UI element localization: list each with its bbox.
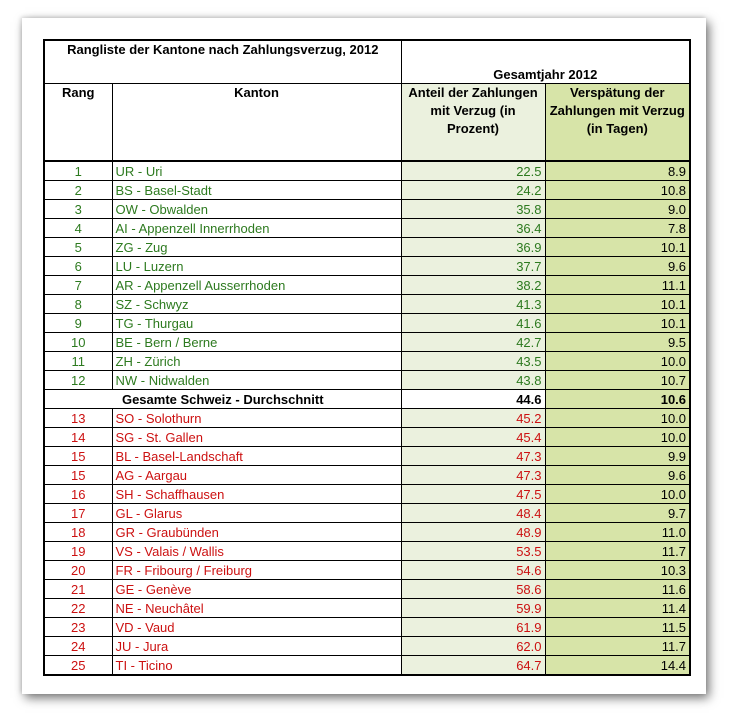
rank-cell: 19 <box>44 542 112 561</box>
canton-cell: AR - Appenzell Ausserrhoden <box>112 276 401 295</box>
rank-cell: 20 <box>44 561 112 580</box>
table-row <box>44 504 690 523</box>
canton-cell: TI - Ticino <box>112 656 401 676</box>
delay-cell: 11.7 <box>545 637 690 656</box>
canton-cell: SG - St. Gallen <box>112 428 401 447</box>
rank-cell: 13 <box>44 409 112 428</box>
share-cell: 35.8 <box>401 200 545 219</box>
delay-cell: 11.7 <box>545 542 690 561</box>
average-delay: 10.6 <box>545 390 690 409</box>
ranking-table <box>43 39 691 676</box>
share-cell: 43.5 <box>401 352 545 371</box>
table-row <box>44 466 690 485</box>
delay-cell: 10.0 <box>545 485 690 504</box>
rank-cell: 5 <box>44 238 112 257</box>
share-cell: 61.9 <box>401 618 545 637</box>
table-row <box>44 238 690 257</box>
delay-cell: 8.9 <box>545 161 690 181</box>
canton-column-header: Kanton <box>112 84 401 162</box>
average-share: 44.6 <box>401 390 545 409</box>
delay-cell: 9.9 <box>545 447 690 466</box>
delay-cell: 11.4 <box>545 599 690 618</box>
rank-cell: 15 <box>44 466 112 485</box>
table-row <box>44 485 690 504</box>
table-row <box>44 181 690 200</box>
delay-cell: 10.1 <box>545 295 690 314</box>
share-cell: 47.3 <box>401 447 545 466</box>
rank-cell: 3 <box>44 200 112 219</box>
canton-cell: OW - Obwalden <box>112 200 401 219</box>
delay-cell: 10.1 <box>545 238 690 257</box>
table-row <box>44 276 690 295</box>
table-row <box>44 561 690 580</box>
rank-cell: 18 <box>44 523 112 542</box>
share-cell: 48.4 <box>401 504 545 523</box>
delay-cell: 7.8 <box>545 219 690 238</box>
rank-cell: 12 <box>44 371 112 390</box>
canton-cell: GR - Graubünden <box>112 523 401 542</box>
delay-column-header: Verspätung der Zahlungen mit Verzug (in Tagen) <box>545 84 690 162</box>
share-cell: 41.6 <box>401 314 545 333</box>
canton-cell: NE - Neuchâtel <box>112 599 401 618</box>
canton-cell: BS - Basel-Stadt <box>112 181 401 200</box>
canton-cell: AI - Appenzell Innerrhoden <box>112 219 401 238</box>
canton-cell: TG - Thurgau <box>112 314 401 333</box>
rank-cell: 9 <box>44 314 112 333</box>
delay-cell: 9.5 <box>545 333 690 352</box>
share-cell: 45.4 <box>401 428 545 447</box>
rank-cell: 8 <box>44 295 112 314</box>
table-row <box>44 295 690 314</box>
share-column-header: Anteil der Zahlungen mit Verzug (in Prozent) <box>401 84 545 162</box>
share-cell: 45.2 <box>401 409 545 428</box>
rank-cell: 11 <box>44 352 112 371</box>
table-row <box>44 333 690 352</box>
canton-cell: GL - Glarus <box>112 504 401 523</box>
delay-cell: 10.3 <box>545 561 690 580</box>
rank-cell: 23 <box>44 618 112 637</box>
delay-cell: 9.7 <box>545 504 690 523</box>
average-row <box>44 390 690 409</box>
canton-cell: AG - Aargau <box>112 466 401 485</box>
table-row <box>44 219 690 238</box>
table-row <box>44 314 690 333</box>
table-row <box>44 542 690 561</box>
rank-cell: 2 <box>44 181 112 200</box>
delay-cell: 11.5 <box>545 618 690 637</box>
average-label: Gesamte Schweiz - Durchschnitt <box>44 390 401 409</box>
share-cell: 48.9 <box>401 523 545 542</box>
delay-cell: 11.1 <box>545 276 690 295</box>
table-row <box>44 447 690 466</box>
table-row <box>44 200 690 219</box>
table-row <box>44 371 690 390</box>
table-row <box>44 352 690 371</box>
delay-cell: 10.0 <box>545 409 690 428</box>
rank-cell: 10 <box>44 333 112 352</box>
canton-cell: GE - Genève <box>112 580 401 599</box>
canton-cell: VS - Valais / Wallis <box>112 542 401 561</box>
share-cell: 24.2 <box>401 181 545 200</box>
canton-cell: UR - Uri <box>112 161 401 181</box>
rank-cell: 21 <box>44 580 112 599</box>
share-cell: 37.7 <box>401 257 545 276</box>
share-cell: 62.0 <box>401 637 545 656</box>
rank-column-header: Rang <box>44 84 112 162</box>
share-cell: 38.2 <box>401 276 545 295</box>
rank-cell: 22 <box>44 599 112 618</box>
canton-cell: ZH - Zürich <box>112 352 401 371</box>
table-row <box>44 637 690 656</box>
rank-cell: 16 <box>44 485 112 504</box>
share-cell: 53.5 <box>401 542 545 561</box>
table-row <box>44 580 690 599</box>
rank-cell: 25 <box>44 656 112 676</box>
share-cell: 47.3 <box>401 466 545 485</box>
delay-cell: 10.0 <box>545 352 690 371</box>
table-row <box>44 523 690 542</box>
delay-cell: 14.4 <box>545 656 690 676</box>
canton-cell: ZG - Zug <box>112 238 401 257</box>
share-cell: 36.4 <box>401 219 545 238</box>
table-title: Rangliste der Kantone nach Zahlungsverzug, 2012 <box>44 40 401 84</box>
share-cell: 64.7 <box>401 656 545 676</box>
canton-cell: JU - Jura <box>112 637 401 656</box>
table-row <box>44 618 690 637</box>
period-header: Gesamtjahr 2012 <box>401 40 690 84</box>
share-cell: 58.6 <box>401 580 545 599</box>
delay-cell: 10.7 <box>545 371 690 390</box>
delay-cell: 10.8 <box>545 181 690 200</box>
share-cell: 41.3 <box>401 295 545 314</box>
canton-cell: FR - Fribourg / Freiburg <box>112 561 401 580</box>
canton-cell: SO - Solothurn <box>112 409 401 428</box>
table-row <box>44 599 690 618</box>
rank-cell: 15 <box>44 447 112 466</box>
delay-cell: 10.1 <box>545 314 690 333</box>
table-row <box>44 257 690 276</box>
delay-cell: 10.0 <box>545 428 690 447</box>
share-cell: 43.8 <box>401 371 545 390</box>
table-row <box>44 428 690 447</box>
document-page <box>22 18 706 694</box>
table-row <box>44 409 690 428</box>
rank-cell: 6 <box>44 257 112 276</box>
delay-cell: 9.0 <box>545 200 690 219</box>
delay-cell: 11.0 <box>545 523 690 542</box>
table-row <box>44 161 690 181</box>
canton-cell: LU - Luzern <box>112 257 401 276</box>
canton-cell: BL - Basel-Landschaft <box>112 447 401 466</box>
share-cell: 54.6 <box>401 561 545 580</box>
rank-cell: 14 <box>44 428 112 447</box>
canton-cell: NW - Nidwalden <box>112 371 401 390</box>
delay-cell: 11.6 <box>545 580 690 599</box>
rank-cell: 24 <box>44 637 112 656</box>
share-cell: 22.5 <box>401 161 545 181</box>
rank-cell: 7 <box>44 276 112 295</box>
canton-cell: SZ - Schwyz <box>112 295 401 314</box>
share-cell: 47.5 <box>401 485 545 504</box>
rank-cell: 17 <box>44 504 112 523</box>
share-cell: 42.7 <box>401 333 545 352</box>
share-cell: 59.9 <box>401 599 545 618</box>
rank-cell: 4 <box>44 219 112 238</box>
share-cell: 36.9 <box>401 238 545 257</box>
canton-cell: BE - Bern / Berne <box>112 333 401 352</box>
canton-cell: SH - Schaffhausen <box>112 485 401 504</box>
table-row <box>44 656 690 676</box>
rank-cell: 1 <box>44 161 112 181</box>
canton-cell: VD - Vaud <box>112 618 401 637</box>
delay-cell: 9.6 <box>545 257 690 276</box>
delay-cell: 9.6 <box>545 466 690 485</box>
